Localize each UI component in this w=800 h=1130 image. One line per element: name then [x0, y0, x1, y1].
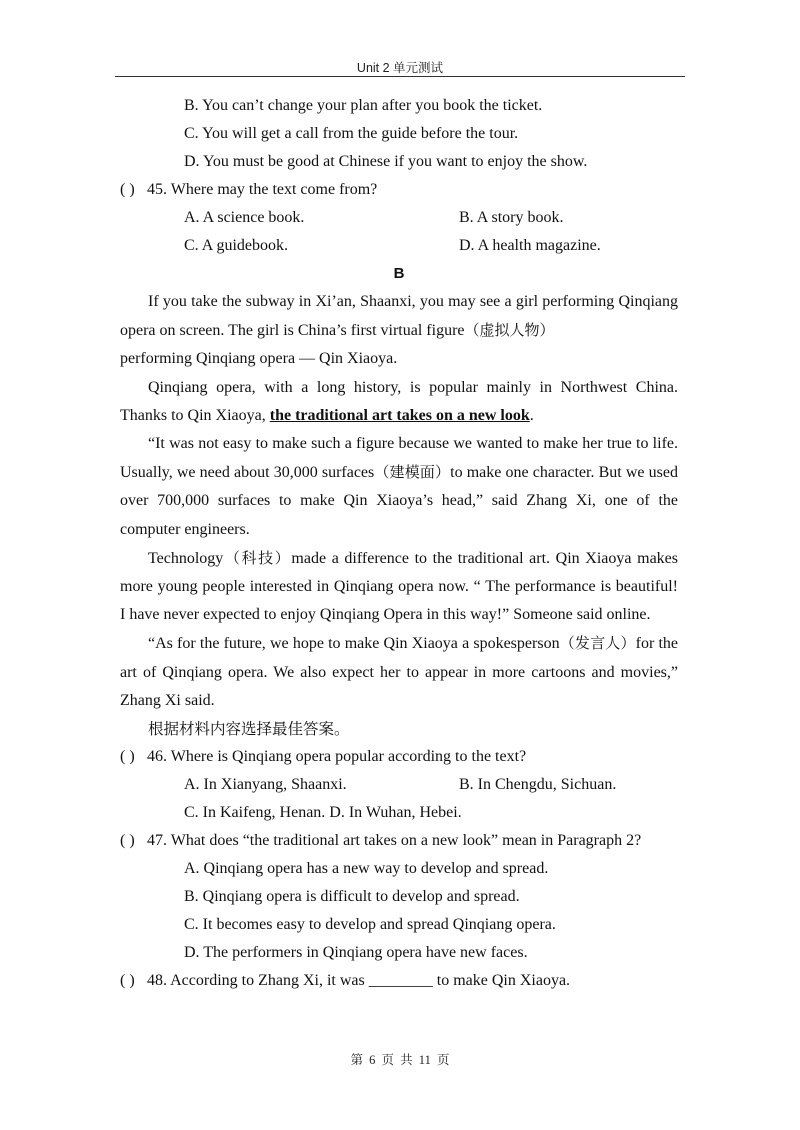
answer-bracket[interactable]: ( ) [120, 832, 135, 850]
passage-paragraph-4 [120, 544, 678, 630]
q47-option-a: A. Qinqiang opera has a new way to develop and spread. [184, 860, 549, 878]
q44-option-d: D. You must be good at Chinese if you want to enjoy the show. [184, 153, 588, 170]
q46-options-row-2: C. In Kaifeng, Henan. D. In Wuhan, Hebei. [184, 804, 462, 822]
question-47 [120, 827, 678, 855]
q45-option-a: A. A science book. [184, 209, 305, 226]
passage-text: If you take the subway in Xi’an, Shaanxi, you may see a girl performing Qinqiang opera on screen. The girl is China’s first virtual figure [120, 293, 678, 340]
underlined-phrase: the traditional art takes on a new look [269, 406, 530, 424]
passage-text: for the art of Qinqiang opera. We also expect her to appear in more cartoons and movies,” Zhang Xi said. [120, 635, 679, 709]
question-48-stem: 48. According to Zhang Xi, it was ________ to make Qin Xiaoya. [147, 972, 571, 990]
chinese-gloss: （建模面） [374, 463, 451, 482]
passage-text: Qinqiang opera, with a long history, is popular mainly in Northwest China. Thanks to Qin Xiaoya, [120, 378, 678, 424]
page-footer: 第 6 页 共 11 页 [350, 1053, 450, 1067]
q45-option-d: D. A health magazine. [459, 237, 601, 254]
question-46 [120, 743, 678, 771]
exam-page-content [120, 92, 678, 995]
passage-text: . [529, 406, 534, 424]
passage-text: “As for the future, we hope to make Qin Xiaoya a spokesperson [148, 635, 560, 653]
chinese-gloss: （发言人） [559, 634, 636, 653]
passage-text: to make one character. But we used over 700,000 surfaces to make Qin Xiaoya’s head,” said Zhang Xi, one of the computer engineers. [120, 464, 678, 538]
q45-options-row-2 [120, 232, 678, 260]
q46-option-b: B. In Chengdu, Sichuan. [459, 776, 617, 794]
question-46-stem: 46. Where is Qinqiang opera popular according to the text? [147, 748, 527, 766]
q45-options-row-1 [120, 204, 678, 232]
q46-options-row-1 [120, 771, 678, 799]
passage-paragraph-5 [120, 629, 678, 715]
chinese-gloss: （虚拟人物） [464, 321, 555, 340]
question-45 [120, 176, 678, 204]
instruction-text: 根据材料内容选择最佳答案。 [148, 720, 350, 739]
passage-text: made a difference to the traditional art. Qin Xiaoya makes more young people interested in Qinqiang opera now. “ The performance is beautiful! I have never expected to enjoy Qinqiang Opera in this way!” Someone said online. [120, 549, 678, 624]
chinese-gloss: （科技） [223, 548, 292, 567]
passage-paragraph-3 [120, 430, 678, 544]
q47-option-d: D. The performers in Qinqiang opera have new faces. [184, 944, 528, 962]
q47-option-c: C. It becomes easy to develop and spread Qinqiang opera. [184, 916, 556, 934]
section-label: B [393, 265, 405, 282]
passage-text: Technology [148, 549, 224, 567]
question-47-stem: 47. What does “the traditional art takes on a new look” mean in Paragraph 2? [147, 832, 642, 850]
passage-text: performing Qinqiang opera — Qin Xiaoya. [120, 350, 398, 368]
q45-option-c: C. A guidebook. [184, 237, 289, 254]
q44-option-b: B. You can’t change your plan after you book the ticket. [184, 97, 543, 114]
answer-bracket[interactable]: ( ) [120, 972, 135, 990]
answer-bracket[interactable]: ( ) [120, 181, 135, 198]
header-divider [115, 76, 685, 77]
q45-option-b: B. A story book. [459, 209, 564, 226]
question-48 [120, 967, 678, 995]
answer-bracket[interactable]: ( ) [120, 748, 135, 766]
passage-paragraph-2 [120, 374, 678, 430]
passage-text: “It was not easy to make such a figure because we wanted to make her true to life. Usually, we need about 30,000 surfaces [120, 435, 678, 482]
page-header: Unit 2 单元测试 [356, 61, 444, 75]
passage-paragraph-1 [120, 288, 678, 374]
q46-option-a: A. In Xianyang, Shaanxi. [184, 776, 347, 794]
q47-option-b: B. Qinqiang opera is difficult to develop and spread. [184, 888, 520, 906]
q44-option-c: C. You will get a call from the guide before the tour. [184, 125, 519, 142]
question-45-stem: 45. Where may the text come from? [147, 181, 378, 198]
